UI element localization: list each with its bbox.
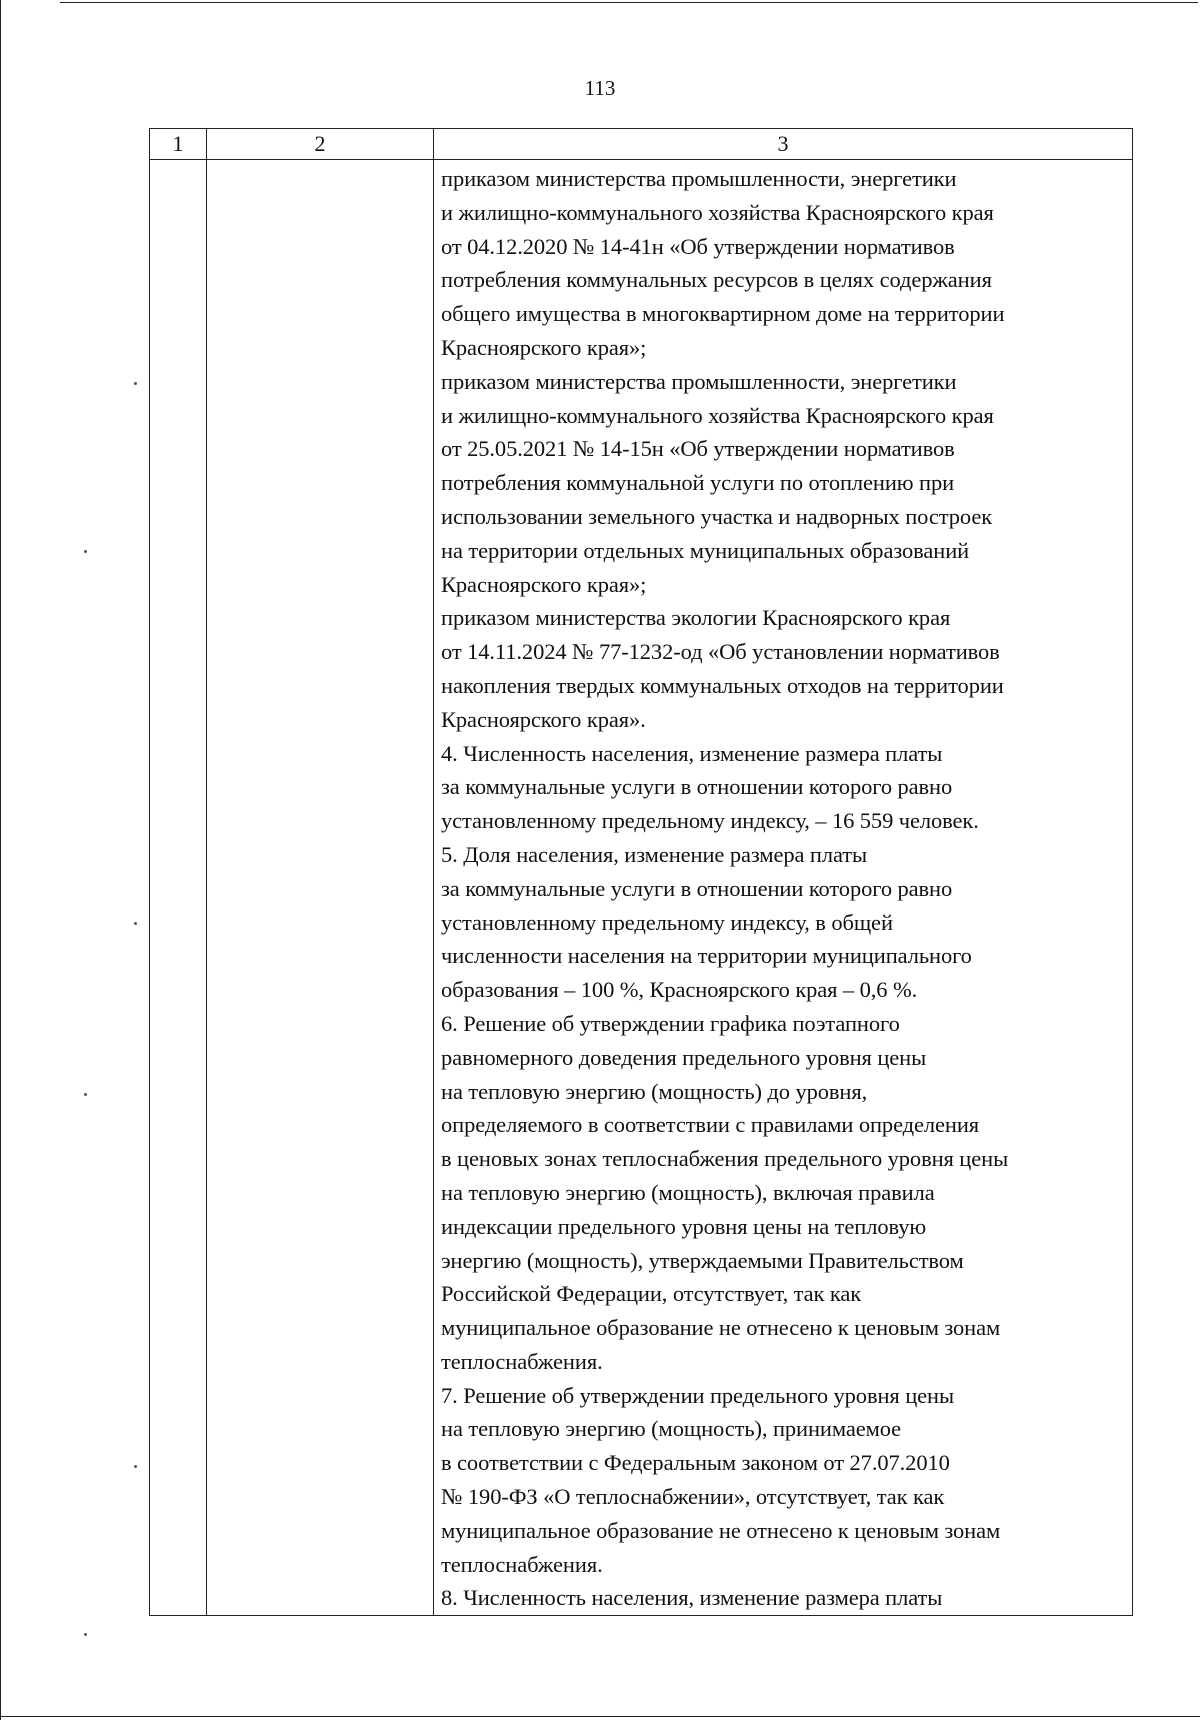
text-line: Красноярского края»; bbox=[441, 571, 647, 597]
table-header-row bbox=[150, 129, 1133, 160]
text-line: за коммунальные услуги в отношении которого равно bbox=[441, 774, 953, 800]
text-line: на тепловую энергию (мощность) до уровня, bbox=[441, 1078, 868, 1104]
text-line: индексации предельного уровня цены на тепловую bbox=[441, 1213, 927, 1239]
text-line: муниципальное образование не отнесено к ценовым зонам bbox=[441, 1517, 1001, 1543]
text-line: установленному предельному индексу, в общей bbox=[441, 909, 893, 935]
cell-column-1 bbox=[150, 160, 207, 1616]
text-line: образования – 100 %, Красноярского края – 0,6 %. bbox=[441, 977, 918, 1003]
scan-edge-left bbox=[0, 0, 1, 1720]
scan-edge-top bbox=[60, 2, 1198, 3]
scan-speck bbox=[134, 382, 137, 385]
text-line: Красноярского края». bbox=[441, 706, 646, 732]
text-line: теплоснабжения. bbox=[441, 1551, 603, 1577]
text-line: в ценовых зонах теплоснабжения предельного уровня цены bbox=[441, 1146, 1009, 1172]
text-line: от 04.12.2020 № 14-41н «Об утверждении нормативов bbox=[441, 233, 955, 259]
text-line: муниципальное образование не отнесено к ценовым зонам bbox=[441, 1315, 1001, 1341]
text-line: № 190-ФЗ «О теплоснабжении», отсутствует, так как bbox=[441, 1484, 945, 1510]
column-header-2: 2 bbox=[207, 129, 434, 160]
text-line: за коммунальные услуги в отношении которого равно bbox=[441, 875, 953, 901]
scan-speck bbox=[134, 1465, 137, 1468]
text-line: Российской Федерации, отсутствует, так как bbox=[441, 1281, 862, 1307]
table-row bbox=[150, 160, 1133, 1616]
scan-edge-bottom bbox=[0, 1716, 1200, 1717]
scan-speck bbox=[134, 922, 137, 925]
text-line: равномерного доведения предельного уровня цены bbox=[441, 1044, 927, 1070]
text-line: приказом министерства промышленности, энергетики bbox=[441, 166, 957, 191]
text-line: приказом министерства промышленности, энергетики bbox=[441, 368, 957, 394]
scan-speck bbox=[84, 1633, 87, 1636]
text-line: энергию (мощность), утверждаемыми Правительством bbox=[441, 1247, 964, 1273]
page-number: 113 bbox=[584, 76, 616, 100]
text-line: и жилищно-коммунального хозяйства Красноярского края bbox=[441, 402, 994, 428]
cell-column-2 bbox=[207, 160, 434, 1616]
text-line: накопления твердых коммунальных отходов на территории bbox=[441, 672, 1004, 698]
column-3-text bbox=[434, 160, 1132, 1615]
text-line: общего имущества в многоквартирном доме на территории bbox=[441, 301, 1005, 327]
text-line: потребления коммунальной услуги по отоплению при bbox=[441, 470, 955, 496]
text-line: численности населения на территории муниципального bbox=[441, 943, 972, 969]
text-line: на тепловую энергию (мощность), принимаемое bbox=[441, 1416, 902, 1442]
text-line: на территории отдельных муниципальных образований bbox=[441, 537, 970, 563]
text-line: в соответствии с Федеральным законом от 27.07.2010 bbox=[441, 1450, 950, 1476]
text-line: установленному предельному индексу, – 16 559 человек. bbox=[441, 808, 979, 834]
text-line: 4. Численность населения, изменение размера платы bbox=[441, 740, 943, 766]
text-line: 7. Решение об утверждении предельного уровня цены bbox=[441, 1382, 954, 1408]
scan-speck bbox=[84, 1093, 87, 1096]
text-line: 6. Решение об утверждении графика поэтапного bbox=[441, 1010, 900, 1036]
text-line: Красноярского края»; bbox=[441, 334, 647, 360]
text-line: теплоснабжения. bbox=[441, 1348, 603, 1374]
text-line: потребления коммунальных ресурсов в целях содержания bbox=[441, 267, 992, 293]
text-line: 5. Доля населения, изменение размера платы bbox=[441, 841, 868, 867]
text-line: от 14.11.2024 № 77-1232-од «Об установлении нормативов bbox=[441, 639, 1000, 665]
scan-speck bbox=[84, 550, 87, 553]
text-line: и жилищно-коммунального хозяйства Красноярского края bbox=[441, 199, 994, 225]
column-header-1: 1 bbox=[150, 129, 207, 160]
cell-column-3 bbox=[434, 160, 1133, 1616]
document-table bbox=[149, 128, 1133, 1616]
text-line: приказом министерства экологии Красноярского края bbox=[441, 605, 951, 631]
text-line: от 25.05.2021 № 14-15н «Об утверждении нормативов bbox=[441, 436, 955, 462]
text-line: 8. Численность населения, изменение размера платы bbox=[441, 1585, 943, 1611]
text-line: определяемого в соответствии с правилами определения bbox=[441, 1112, 980, 1138]
column-header-3: 3 bbox=[434, 129, 1133, 160]
text-line: использовании земельного участка и надворных построек bbox=[441, 503, 993, 529]
text-line: на тепловую энергию (мощность), включая правила bbox=[441, 1179, 935, 1205]
